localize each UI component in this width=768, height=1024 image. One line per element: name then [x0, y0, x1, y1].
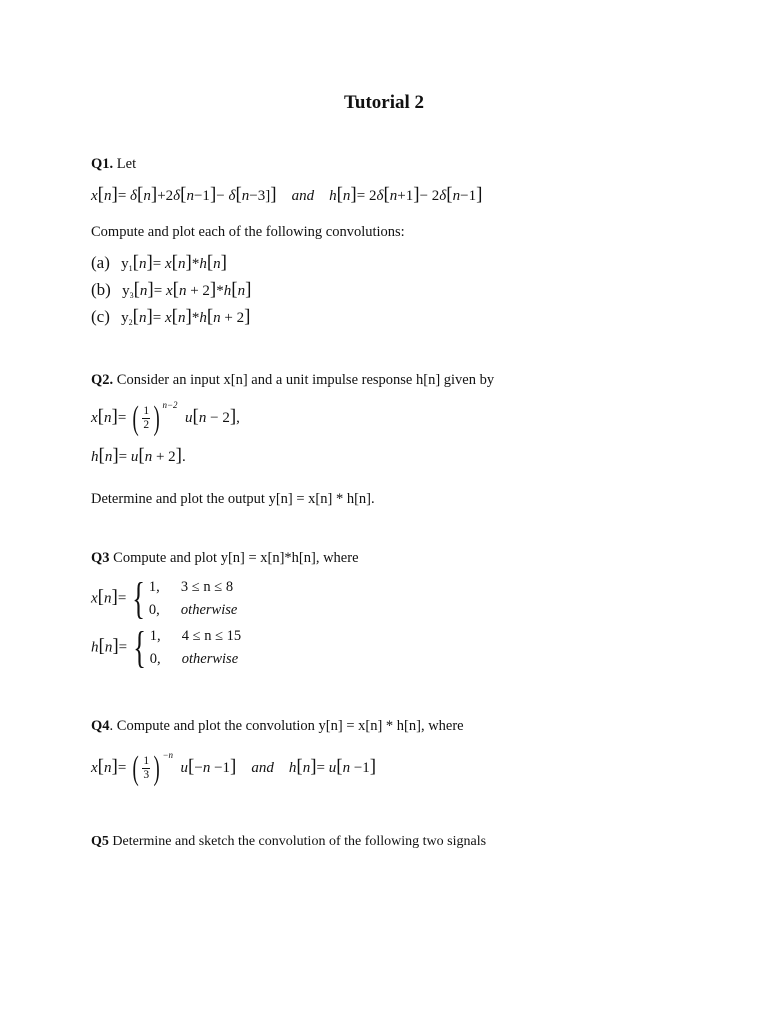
q1-part-a: (a) $y_1[n]= x[n]*h[n]$: [91, 252, 227, 273]
q1-and-word: and: [291, 188, 315, 204]
q5-text: Determine and sketch the convolution of the following two signals: [112, 834, 487, 849]
q2-instruction: Determine and plot the output y[n] = x[n] * h[n].: [91, 491, 375, 507]
q1-part-c: (c) $y_2[n]= x[n]*h[n + 2]$: [91, 306, 251, 327]
q3-x-equation: x[n]= { 1, 3 ≤ n ≤ 8 0, otherwise: [91, 574, 238, 623]
q4-heading: [91, 718, 464, 735]
q3-h-equation: h[n]= { 1, 4 ≤ n ≤ 15 0, otherwise: [91, 623, 242, 672]
q4-text: . Compute and plot the convolution y[n] = x[n] * h[n], where: [109, 718, 464, 734]
q1-label: Q1.: [91, 156, 114, 172]
q1-part-c-tag: (c): [91, 307, 110, 326]
q1-part-b-tag: (b): [91, 280, 111, 299]
q2-fraction: $\frac{1}{2}$: [143, 405, 150, 432]
q4-fraction: $\frac{1}{3}$: [143, 755, 150, 782]
q1-part-b: (b) $y_3[n]= x[n + 2]*h[n]$: [91, 279, 252, 300]
q2-x-equation: x[n]= ( $\frac{1}{2}$ ) $^{n-2}$ u[n − 2],: [91, 399, 240, 437]
q1-heading: [91, 156, 136, 173]
q3-text: Compute and plot y[n] = x[n]*h[n], where: [113, 550, 359, 566]
q4-exponent: −n: [162, 750, 174, 760]
q2-exponent: n−2: [162, 400, 178, 410]
q1-part-a-tag: (a): [91, 253, 110, 272]
q1-signal-equation: x[n]= δ[n]+2δ[n−1]− δ[n−3]] and h[n]= 2δ[n+1]− 2δ[n−1]: [91, 184, 483, 205]
page-title: Tutorial 2: [343, 92, 425, 113]
q1-intro: Let: [116, 156, 137, 172]
q3-label: Q3: [91, 550, 110, 566]
q4-equation: x[n]= ( $\frac{1}{3}$ ) $^{-n}$ u[−n −1] and h[n]= u[n −1]: [91, 749, 377, 787]
q4-and-word: and: [251, 760, 274, 776]
q1-instruction: Compute and plot each of the following convolutions:: [91, 224, 405, 240]
q2-text: Consider an input x[n] and a unit impulse response h[n] given by: [116, 372, 495, 388]
q3-x-cases: 1, 3 ≤ n ≤ 8 0, otherwise: [148, 579, 238, 618]
q5-heading: [91, 834, 486, 850]
q2-label: Q2.: [91, 372, 114, 388]
q5-label: Q5: [91, 834, 109, 849]
q2-heading: [91, 372, 494, 389]
q3-h-cases: 1, 4 ≤ n ≤ 15 0, otherwise: [149, 628, 242, 667]
q2-h-equation: h[n]= u[n + 2].: [91, 445, 186, 466]
q4-label: Q4: [91, 718, 110, 734]
q3-heading: [91, 550, 359, 567]
